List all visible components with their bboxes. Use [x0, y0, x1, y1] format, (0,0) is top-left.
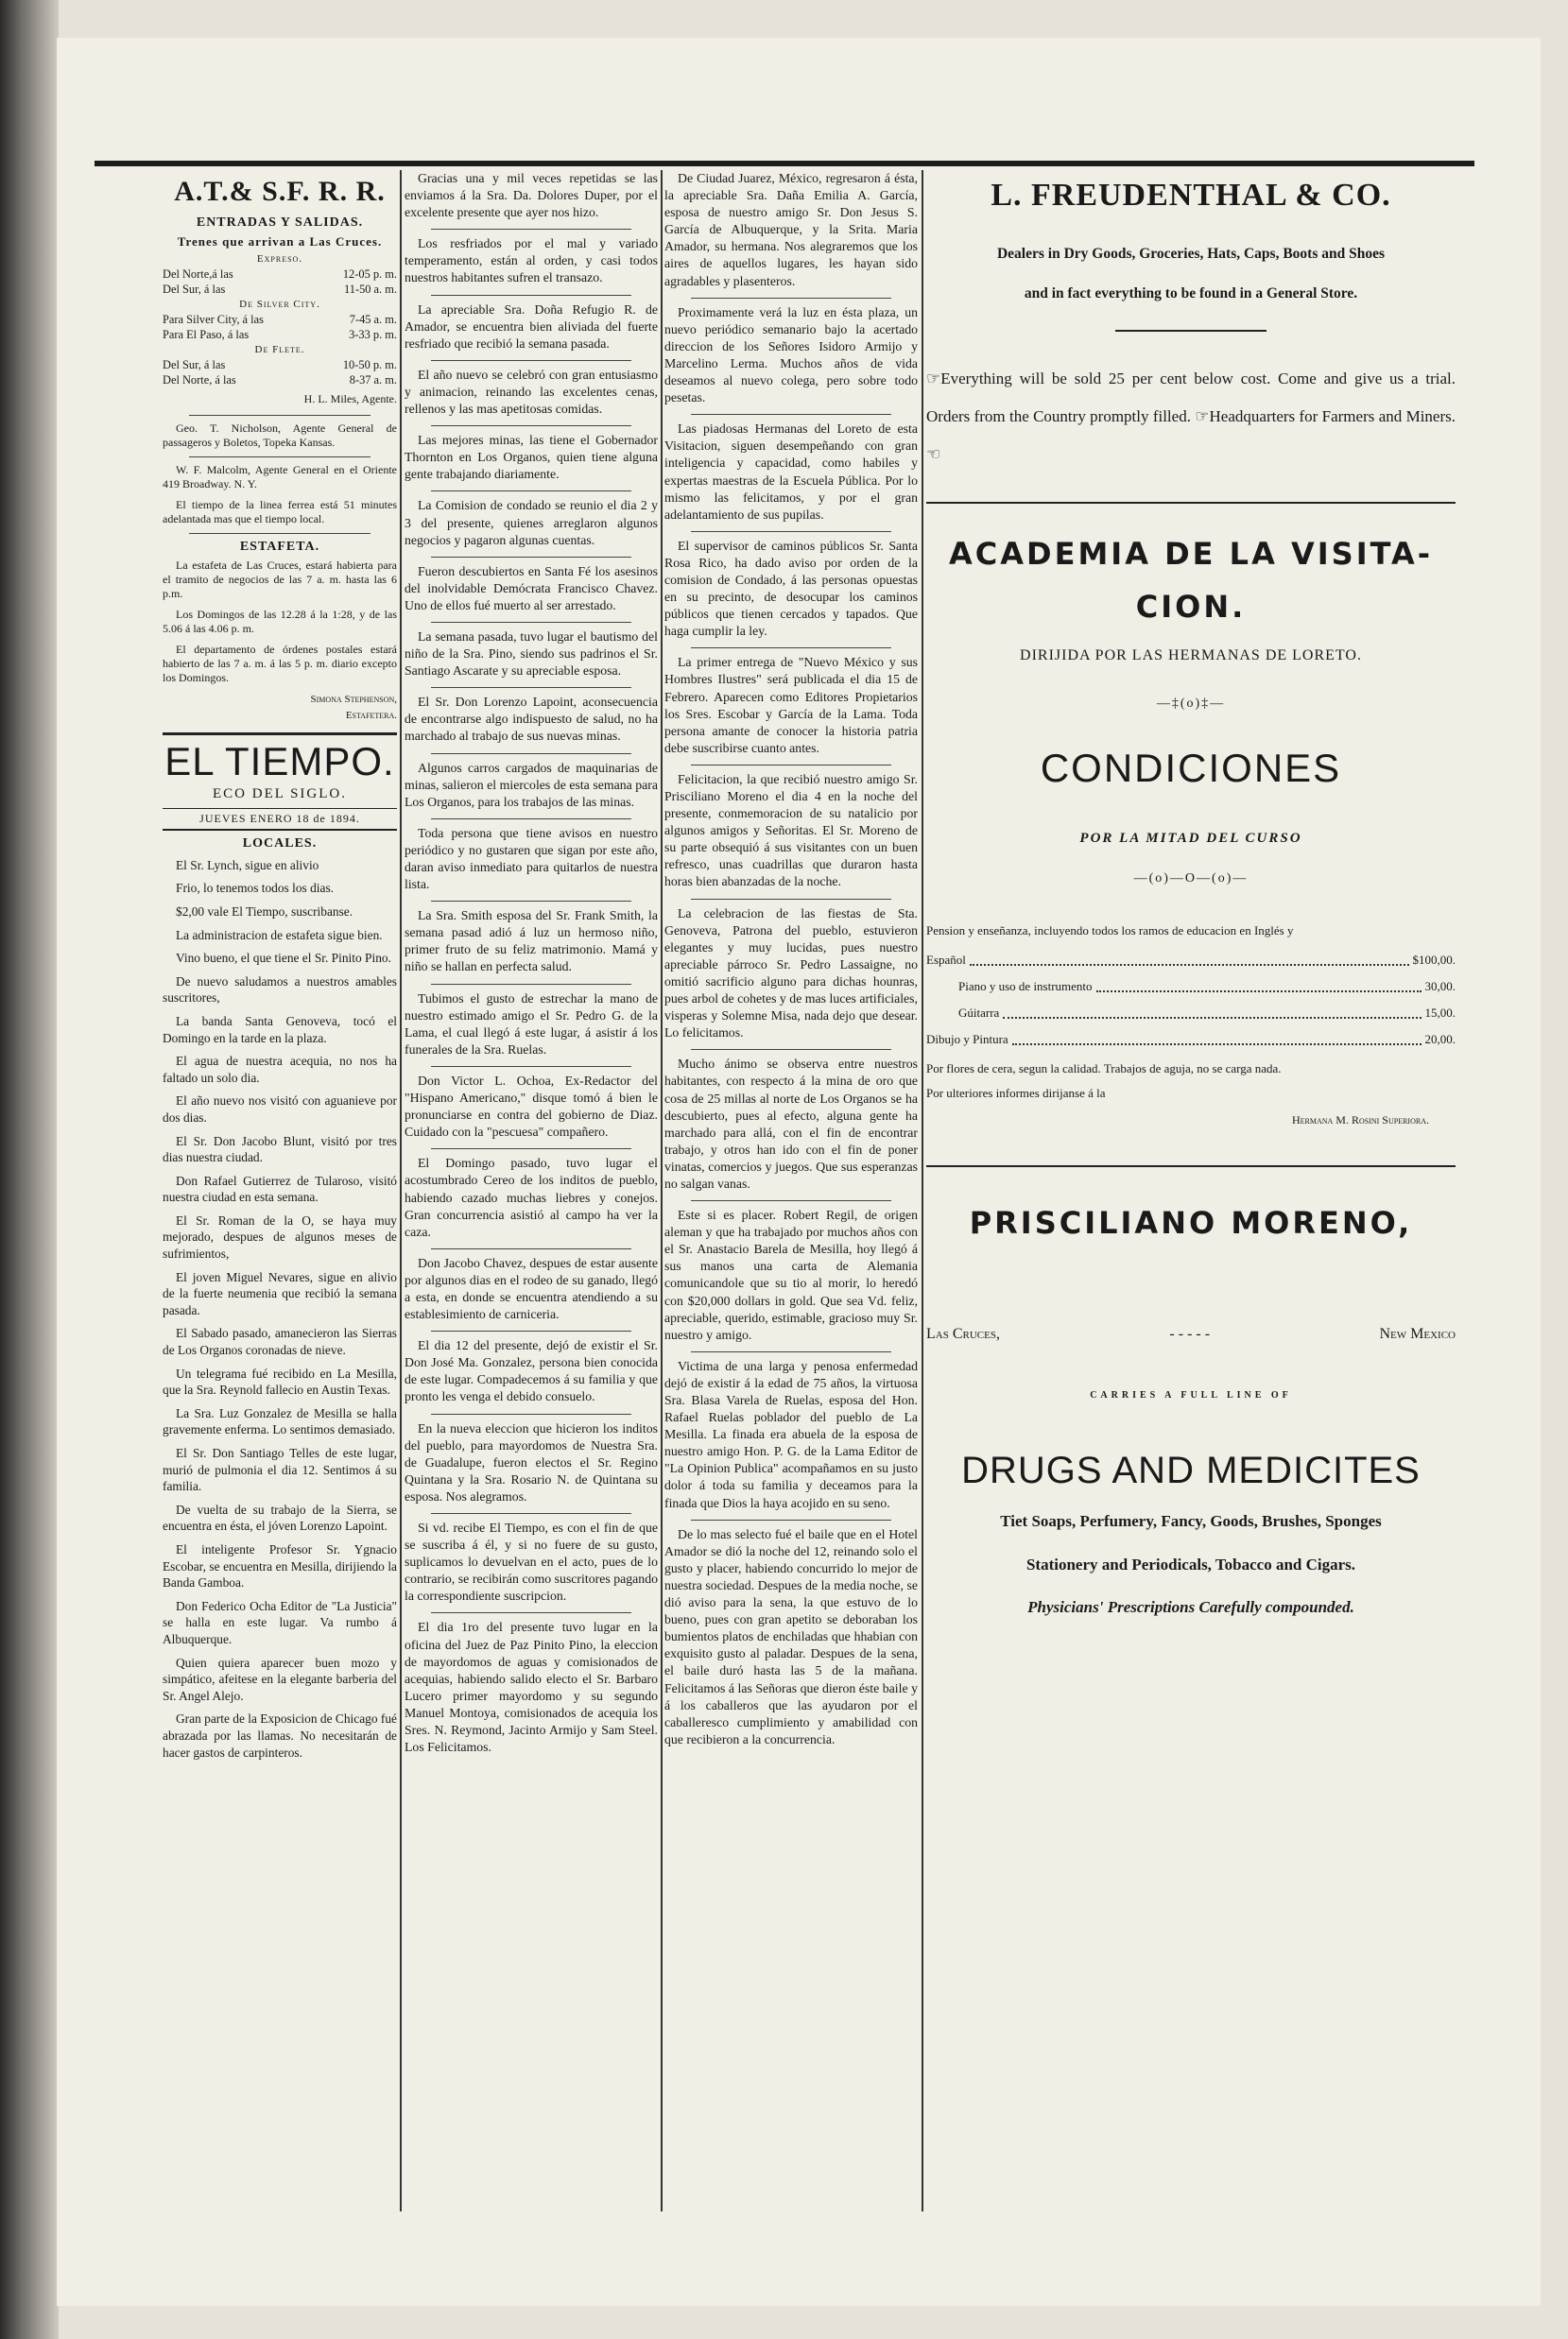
fee-row	[926, 973, 1456, 1000]
schedule-silver	[163, 312, 397, 342]
local-item: El Sr. Don Jacobo Blunt, visitó por tres dias nuestra ciudad.	[163, 1133, 397, 1165]
local-item: Gran parte de la Exposicion de Chicago fué abrazada por las llamas. No necesitarán de hacer gastos de carpinteros.	[163, 1711, 397, 1760]
news-item: La celebracion de las fiestas de Sta. Genoveva, Patrona del pueblo, estuvieron elegantes y muy lucidas, pues nuestro apreciable párroco Sr. Pedro Lassaigne, no omitió sacrificio alguno para dichas hounras, pues arbol de cohetes y de mas luces artificiales, visperas y Solemne Misa, nada dejo que desear. Lo felicitamos.	[664, 905, 918, 1041]
carries-line: CARRIES A FULL LINE OF	[1090, 1390, 1292, 1402]
news-item: Las piadosas Hermanas del Loreto de esta Visitacion, siguen desempeñando con gran inteligencia y capacidad, como habiles y expertas maestras de la Escuela Pública. Por lo mismo las felicitamos, y por el gran adelantamiento de sus pupilas.	[664, 421, 918, 522]
schedule-row	[163, 327, 397, 342]
schedule-row	[163, 357, 397, 372]
town-line	[926, 1326, 1456, 1343]
fee-row	[926, 947, 1456, 973]
divider	[431, 1066, 631, 1067]
local-item: Frio, lo tenemos todos los dias.	[176, 881, 335, 896]
local-item: El agua de nuestra acequia, no nos ha faltado un solo dia.	[163, 1054, 397, 1085]
locales-list	[163, 857, 397, 1761]
superiora-signature: Hermana M. Rosini Superiora.	[1291, 1113, 1429, 1127]
divider	[431, 622, 631, 623]
column-4-advertisements	[926, 170, 1456, 1616]
local-item: El Sabado pasado, amanecieron las Sierras de Los Organos coronadas de nieve.	[163, 1326, 397, 1358]
freudenthal-title: L. FREUDENTHAL & CO.	[991, 178, 1391, 213]
local-item: El Sr. Lynch, sigue en alivio	[176, 857, 319, 872]
divider	[431, 1513, 631, 1514]
column-rule-3	[922, 170, 923, 2211]
divider	[431, 360, 631, 361]
divider	[691, 531, 891, 532]
schedule-time: 8-37 a. m.	[349, 373, 397, 387]
news-item: De Ciudad Juarez, México, regresaron á ésta, la apreciable Sra. Daña Emilia A. García, esposa de nuestro amigo Sr. Don Jesus S. García de Albuquerque, y la Srita. Maria Amador, su hermana. Nos alegraremos que los aires de aquellos lugares, les hayan sido agradables y plasenteros.	[664, 171, 918, 288]
divider	[189, 456, 370, 457]
estafeta-para-3: El departamento de órdenes postales estará habierto de las 7 a. m. á las 5 p. m. diario excepto los Domingos.	[163, 642, 397, 684]
condiciones-title: CONDICIONES	[1040, 746, 1342, 791]
railroad-title: A.T.& S.F. R. R.	[174, 176, 386, 207]
news-item: Toda persona que tiene avisos en nuestro periódico y no gustaren que sigan por este año, daran aviso inmediato para quitarlos de nuestra lista.	[405, 825, 658, 892]
local-item: Don Rafael Gutierrez de Tularoso, visitó nuestra ciudad en esta semana.	[163, 1173, 397, 1205]
schedule-time: 12-05 p. m.	[342, 267, 397, 281]
divider	[431, 425, 631, 426]
local-item: El Sr. Don Santiago Telles de este lugar, murió de pulmonia el dia 12. Sentimos á su familia.	[163, 1446, 397, 1494]
estafeta-heading: ESTAFETA.	[239, 539, 320, 554]
scan-edge	[0, 0, 59, 2339]
news-list-3	[664, 170, 918, 1748]
local-item: De nuevo saludamos a nuestros amables suscritores,	[163, 973, 397, 1006]
news-item: Don Jacobo Chavez, despues de estar ausente por algunos dias en el rodeo de su ganado, llegó a esta, en donde se encuentra atendiendo a su establesimiento de carniceria.	[405, 1255, 658, 1322]
moreno-title: PRISCILIANO MORENO,	[969, 1205, 1413, 1242]
news-item: La Sra. Smith esposa del Sr. Frank Smith, la semana pasad adió á luz un hermoso niño, primer fruto de su feliz matrimonio. Mamá y niño se hallan en perfecta salud.	[405, 908, 658, 974]
divider	[431, 295, 631, 296]
fee-label: Piano y uso de instrumento	[958, 979, 1093, 994]
dealers-line: Dealers in Dry Goods, Groceries, Hats, Caps, Boots and Shoes	[996, 246, 1386, 262]
silver-label: De Silver City.	[239, 299, 320, 310]
fee-label: Gúitarra	[958, 1006, 1000, 1021]
divider	[691, 647, 891, 648]
local-item: $2,00 vale El Tiempo, suscribanse.	[176, 903, 353, 919]
fee-amount: 15,00.	[1424, 1006, 1456, 1021]
divider	[431, 1612, 631, 1613]
fee-amount: 20,00.	[1424, 1032, 1456, 1047]
local-item: De vuelta de su trabajo de la Sierra, se encuentra en ésta, el jóven Lorenzo Lapoint.	[163, 1502, 397, 1534]
news-item: El supervisor de caminos públicos Sr. Santa Rosa Rico, ha dado aviso por orden de la comision de Condado, á las personas opuestas en su precinto, de desocupar los caminos públicos que tienen cercados y tapados. Que haga cumplir la ley.	[664, 538, 918, 639]
schedule-time: 10-50 p. m.	[342, 358, 397, 371]
news-item: El Domingo pasado, tuvo lugar el acostumbrado Cereo de los inditos de pueblo, habiendo cazado muchas liebres y conejos. Gran concurrencia asistió al campo ha ver la caza.	[405, 1156, 658, 1239]
entradas-heading: ENTRADAS Y SALIDAS.	[196, 215, 364, 230]
academia-title-line-1: ACADEMIA DE LA VISITA-	[949, 536, 1433, 573]
news-item: Las mejores minas, las tiene el Gobernador Thornton en Los Organos, quien tiene alguna gente trabajando diariamente.	[405, 433, 658, 482]
column-3	[664, 170, 918, 1756]
fee-leader	[1003, 1000, 1421, 1019]
local-item: La banda Santa Genoveva, tocó el Domingo en la tarde en la plaza.	[163, 1013, 397, 1045]
schedule-label: Del Sur, á las	[163, 358, 226, 371]
fee-leader	[1096, 973, 1422, 992]
divider	[431, 1331, 631, 1332]
paper-subtitle: ECO DEL SIGLO.	[212, 785, 348, 801]
divider	[431, 557, 631, 558]
expreso-label: Expreso.	[256, 253, 303, 265]
divider	[691, 1351, 891, 1352]
local-item: El Sr. Roman de la O, se haya muy mejorado, despues de algunos meses de sufrimientos,	[163, 1212, 397, 1262]
news-item: Algunos carros cargados de maquinarias de minas, salieron el miercoles de esta semana para Los Organos, para los trabajos de las minas.	[405, 760, 658, 809]
general-store-line: and in fact everything to be found in a General Store.	[1024, 284, 1358, 301]
sale-notice: ☞Everything will be sold 25 per cent below cost. Come and give us a trial. Orders from the Country promptly filled. ☞Headquarters for Farmers and Miners.☜	[926, 370, 1456, 464]
news-item: El dia 12 del presente, dejó de existir el Sr. Don José Ma. Gonzalez, persona bien conocida de este lugar. Compadecemos á su familia y que pronto les venga el debido consuelo.	[405, 1338, 658, 1404]
town-left: Las Cruces,	[926, 1326, 1000, 1343]
news-list-2	[405, 170, 658, 1756]
schedule-row	[163, 267, 397, 282]
fee-leader	[970, 947, 1409, 966]
divider	[431, 818, 631, 819]
news-item: Victima de una larga y penosa enfermedad dejó de existir á la edad de 75 años, la virtuosa Sra. Blasa Varela de Ruelas, esposa del Hon. Rafael Ruelas poblador del pueblo de La Mesilla. La finada era abuela de la esposa de nuestro amigo Hon. P. G. de la Lama Editor de "La Opinion Publica" acompañamos en su justo dolor á toda su familia y deceamos para la finada que Dios la haya acojido en su seno.	[664, 1358, 918, 1510]
drugs-title: DRUGS AND MEDICITES	[961, 1450, 1421, 1492]
news-item: El año nuevo se celebró con gran entusiasmo y animacion, reinando las excelentes cenas, rellenos y las mas apetitosas comidas.	[405, 367, 658, 417]
news-item: De lo mas selecto fué el baile que en el Hotel Amador se dió la noche del 12, reinando solo el gusto y placer, habiendo concurrido lo mejor de nuestra sociedad. Despues de la media noche, se dió aviso para la sena, la que estuvo de lo bueno, pues con gran apetito se deboraban los bumientos platos de enchiladas que hhabian con exquisito gusto al paladar. Despues de la sena, el baile duró hasta las 5 de la mañana. Felicitamos á las Señoras que dieron éste baile y á los caballeros que las ayudaron por el caballeresco cumplimiento y amabilidad con que recibieron a la concurrencia.	[664, 1526, 918, 1746]
flete-label: De Flete.	[254, 344, 305, 355]
divider	[431, 901, 631, 902]
estafeta-signature-title: Estafetera.	[345, 710, 397, 722]
news-item: La semana pasada, tuvo lugar el bautismo del niño de la Sra. Pino, siendo sus padrinos el Sr. Santiago Ascarate y su apreciable esposa.	[405, 628, 658, 679]
pension-intro: Pension y enseñanza, incluyendo todos los ramos de educacion en Inglés y	[926, 923, 1294, 938]
schedule-row	[163, 282, 397, 297]
agent-nicholson: Geo. T. Nicholson, Agente General de passageros y Boletos, Topeka Kansas.	[163, 421, 397, 449]
column-2	[405, 170, 658, 1763]
dirigida-line: DIRIJIDA POR LAS HERMANAS DE LORETO.	[1020, 647, 1362, 664]
ornament-1: —‡(o)‡—	[1156, 697, 1226, 712]
full-rule	[926, 502, 1456, 504]
news-item: Los resfriados por el mal y variado temperamento, están al orden, y casi todos nuestros habitantes sufren el transazo.	[405, 236, 658, 285]
schedule-label: Para Silver City, á las	[163, 313, 264, 326]
schedule-time: 11-50 a. m.	[344, 283, 397, 296]
divider	[431, 753, 631, 754]
news-item: Don Victor L. Ochoa, Ex-Redactor del "Hispano Americano," disque tomó á bien le pronunciarse en contra del gobierno de Diaz. Cuidado con la "pescuesa" compañero.	[405, 1073, 658, 1140]
schedule-label: Para El Paso, á las	[163, 328, 250, 341]
schedule-label: Del Norte, á las	[163, 373, 236, 387]
divider	[431, 1148, 631, 1149]
news-item: Este si es placer. Robert Regil, de origen aleman y que ha trabajado por muchos años con el Sr. Anastacio Barela de Mesilla, hoy llegó á sus manos una carta de Alemania comunicandole que su tio al morir, lo heredó con $20,000 dollars in gold. Que sea Vd. feliz, apreciable, querido, estimable, gracioso muy Sr. nuestro y amigo.	[664, 1208, 918, 1342]
news-item: Si vd. recibe El Tiempo, es con el fin de que se suscriba á él, y si no fuere de su gusto, suplicamos lo devuelvan en el acto, pues de lo contrario, se recibirán como suscritores pagando la correspondiente suscripcion.	[405, 1521, 658, 1604]
local-item: El inteligente Profesor Sr. Ygnacio Escobar, se encuentra en Mesilla, dirijiendo la Banda Gamboa.	[163, 1541, 397, 1591]
news-item: El dia 1ro del presente tuvo lugar en la oficina del Juez de Paz Pinito Pino, la eleccion de mayordomos de aguas y comisionados de acequias, habiendo salido electo el Sr. Barbaro Lucero primer mayordomo y su segundo Manuel Montoya, comisionados de acequia los Sres. N. Reymond, Jacinto Armijo y Sam Steel. Los Felicitamos.	[405, 1620, 658, 1755]
schedule-expreso	[163, 267, 397, 297]
local-item: El joven Miguel Nevares, sigue en alivio de la fuerte neumenia que recibió la semana pasada.	[163, 1269, 397, 1317]
news-item: Tubimos el gusto de estrechar la mano de nuestro estimado amigo el Sr. Pedro G. de la Lama, el cual llegó á este lugar, á asistir á los funerales de la Sra. Ruelas.	[405, 990, 658, 1057]
trenes-heading: Trenes que arrivan a Las Cruces.	[177, 234, 383, 249]
fee-amount: $100,00.	[1412, 953, 1456, 968]
estafeta-para-2: Los Domingos de las 12.28 á la 1:28, y de las 5.06 á las 4.06 p. m.	[163, 607, 397, 635]
schedule-time: 3-33 p. m.	[349, 328, 397, 341]
local-item: La administracion de estafeta sigue bien.	[176, 927, 383, 942]
news-item: Mucho ánimo se observa entre nuestros habitantes, con respecto á la mina de oro que cosa de 25 millas al norte de Los Organos se ha descubierto, pues al efecto, alguna gente ha marchado para allá, con el fin de encontrar trabajo, y otros han ido con el fin de poner vinatas, comercios y juegos. Que sus esperanzas no salgan vanas.	[664, 1057, 918, 1191]
top-rule	[95, 161, 1474, 166]
news-item: El Sr. Don Lorenzo Lapoint, aconsecuencia de encontrarse algo indispuesto de salud, no ha marchado al trabajo de sus nuevas minas.	[405, 695, 658, 744]
estafeta-signature-name: Simona Stephenson,	[310, 693, 397, 705]
goods-line-1: Tiet Soaps, Perfumery, Fancy, Goods, Brushes, Sponges	[1000, 1512, 1382, 1531]
goods-line-2: Stationery and Periodicals, Tobacco and Cigars.	[1025, 1555, 1356, 1574]
news-item: Gracias una y mil veces repetidas se las enviamos á la Sra. Da. Dolores Duper, por el excelente presente que ayer nos hizo.	[405, 171, 658, 220]
time-note: El tiempo de la linea ferrea está 51 minutes adelantada mas que el tiempo local.	[163, 497, 397, 525]
agent-malcolm: W. F. Malcolm, Agente General en el Oriente 419 Broadway. N. Y.	[163, 462, 397, 490]
fee-row	[926, 1026, 1456, 1053]
news-item: La Comision de condado se reunio el dia 2 y 3 del presente, quienes arreglaron algunos negocios y pagaron algunas cuentas.	[405, 498, 658, 547]
short-rule	[1115, 330, 1266, 332]
local-item: Vino bueno, el que tiene el Sr. Pinito Pino.	[176, 951, 391, 966]
ornament-2: —(o)—O—(o)—	[1133, 871, 1249, 886]
divider	[431, 490, 631, 491]
divider	[691, 414, 891, 415]
schedule-label: Del Norte,á las	[163, 267, 233, 281]
column-rule-2	[661, 170, 663, 2211]
fee-label: Dibujo y Pintura	[926, 1032, 1008, 1047]
divider	[431, 1248, 631, 1249]
fee-row	[926, 1000, 1456, 1026]
divider	[691, 899, 891, 900]
local-item: Don Federico Ocha Editor de "La Justicia" se halla en este lugar. Va rumbo á Albuquerque.	[163, 1598, 397, 1646]
divider	[189, 415, 370, 416]
divider	[431, 687, 631, 688]
divider	[189, 533, 370, 534]
town-right: New Mexico	[1379, 1326, 1456, 1343]
divider	[691, 298, 891, 299]
fee-amount: 30,00.	[1424, 979, 1456, 994]
locales-heading: LOCALES.	[242, 835, 318, 851]
fee-table	[926, 947, 1456, 1053]
divider	[691, 1049, 891, 1050]
paper-title: EL TIEMPO.	[163, 732, 397, 784]
column-1	[163, 170, 397, 1767]
news-item: Felicitacion, la que recibió nuestro amigo Sr. Prisciliano Moreno el dia 4 en la noche del presente, conmemoracion de su natalicio por algunos amigos y Señoritas. El Sr. Moreno de su parte obsequió á sus visitantes con un buen refresco, unas cuadrillas que duraron hasta horas bien abanzadas de la noche.	[664, 771, 918, 889]
local-item: El año nuevo nos visitó con aguanieve por dos dias.	[163, 1093, 397, 1125]
mitad-heading: POR LA MITAD DEL CURSO	[1079, 831, 1302, 847]
informes-note: Por ulteriores informes dirijanse á la	[926, 1086, 1106, 1101]
divider	[431, 1414, 631, 1415]
prescriptions-line: Physicians' Prescriptions Carefully compounded.	[1027, 1598, 1354, 1616]
schedule-flete	[163, 357, 397, 387]
agent-miles: H. L. Miles, Agente.	[303, 392, 397, 405]
news-item: Proximamente verá la luz en ésta plaza, un nuevo periódico semanario bajo la acertado direccion de los Señores Isidoro Armijo y Marcelino Lerma. Muchos años de vida deseamos al nuevo colega, pero sobre todo pesetas.	[664, 304, 918, 405]
divider	[691, 1200, 891, 1201]
news-item: La primer entrega de "Nuevo México y sus Hombres Ilustres" será publicada el dia 15 de Febrero. Aparecen como Editores Propietarios los Sres. Escobar y García de la Lama. Toda persona amante de conocer la historia patria debe suscribirse cuanto antes.	[664, 655, 918, 755]
local-item: La Sra. Luz Gonzalez de Mesilla se halla gravemente enferma. Lo sentimos demasiado.	[163, 1405, 397, 1437]
academia-title-line-2: CION.	[1135, 589, 1247, 626]
divider	[691, 1520, 891, 1521]
column-rule-1	[400, 170, 402, 2211]
schedule-time: 7-45 a. m.	[349, 313, 397, 326]
full-rule	[926, 1165, 1456, 1167]
divider	[431, 229, 631, 230]
news-item: La apreciable Sra. Doña Refugio R. de Amador, se encuentra bien aliviada del fuerte resfriado que recibió la semana pasada.	[405, 301, 658, 351]
schedule-row	[163, 372, 397, 387]
flores-note: Por flores de cera, segun la calidad. Trabajos de aguja, no se carga nada.	[926, 1061, 1282, 1076]
local-item: Un telegrama fué recibido en La Mesilla, que la Sra. Reynold fallecio en Austin Texas.	[163, 1366, 397, 1398]
divider	[431, 984, 631, 985]
fee-label: Español	[926, 953, 966, 968]
news-item: En la nueva eleccion que hicieron los inditos del pueblo, para mayordomos de Nuestra Sra. de Guadalupe, fueron electos el Sr. Regino Quintana y la Sra. Rosario N. de Quintana su esposa. Nos alegramos.	[405, 1420, 658, 1504]
estafeta-para-1: La estafeta de Las Cruces, estará habierta para el tramito de negocios de las 7 a. m. hasta las 6 p.m.	[163, 558, 397, 600]
dateline: JUEVES ENERO 18 de 1894.	[163, 808, 397, 831]
town-dashes: - - - - -	[1169, 1326, 1211, 1343]
schedule-label: Del Sur, á las	[163, 283, 226, 296]
local-item: Quien quiera aparecer buen mozo y simpático, afeitese en la elegante barberia del Sr. Angel Alejo.	[163, 1655, 397, 1703]
fee-leader	[1012, 1026, 1422, 1045]
schedule-row	[163, 312, 397, 327]
news-item: Fueron descubiertos en Santa Fé los asesinos del inolvidable Demócrata Francisco Chavez. Uno de ellos fué muerto al ser arrestado.	[405, 563, 658, 612]
